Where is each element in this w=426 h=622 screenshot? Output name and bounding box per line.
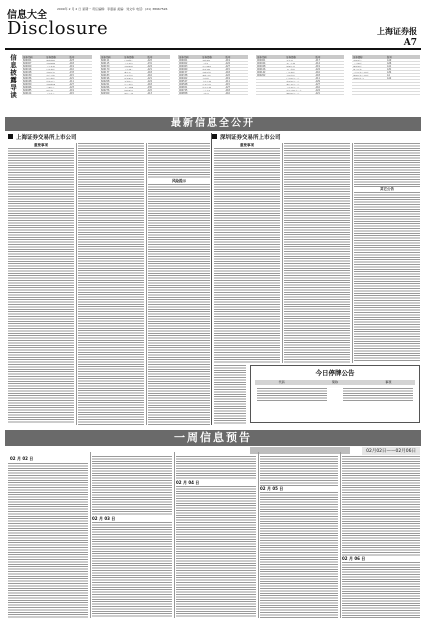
- table-cell: A18: [225, 71, 230, 73]
- table-cell: 002106: [257, 68, 266, 70]
- table-cell: [285, 92, 314, 94]
- table-cell: 000725: [179, 89, 188, 91]
- day-heading: 02 月 02 日: [10, 456, 34, 461]
- shenzhen-section-title: [212, 133, 281, 140]
- table-cell: A22: [225, 74, 230, 76]
- column-divider: [76, 143, 77, 425]
- index-table: [256, 55, 344, 107]
- table-cell: A19: [69, 89, 74, 91]
- table-cell: [352, 80, 386, 82]
- table-cell: [386, 80, 420, 82]
- table-cell: A24: [315, 68, 320, 70]
- table-cell: [201, 65, 224, 67]
- table-cell: 000063: [179, 65, 188, 67]
- article-column: [78, 143, 144, 425]
- square-icon: [212, 134, 217, 139]
- table-cell: A21: [147, 68, 152, 70]
- square-icon: [8, 134, 13, 139]
- table-cell: A18: [147, 71, 152, 73]
- table-cell: [45, 62, 68, 64]
- sub-heading: 重要事项: [34, 143, 48, 147]
- table-cell: [123, 86, 146, 88]
- table-cell: [352, 65, 386, 67]
- column-divider: [174, 452, 175, 618]
- table-cell: [285, 80, 314, 82]
- table-cell: A16: [315, 86, 320, 88]
- table-cell: 000002: [179, 62, 188, 64]
- notice-col-code: 代码: [278, 380, 285, 384]
- table-cell: [352, 92, 386, 94]
- column-divider: [90, 452, 91, 618]
- table-cell: [45, 74, 68, 76]
- table-cell: A24: [147, 65, 152, 67]
- table-cell: A13: [147, 92, 152, 94]
- body-text: [8, 148, 74, 424]
- table-cell: [123, 62, 146, 64]
- table-cell: A26: [387, 62, 392, 64]
- table-cell: [45, 80, 68, 82]
- table-cell: [285, 83, 314, 85]
- table-cell: A19: [225, 59, 230, 61]
- table-cell: 600221: [101, 83, 110, 85]
- table-cell: A33: [69, 71, 74, 73]
- table-cell: [45, 65, 68, 67]
- preview-banner: 一周信息预告: [5, 430, 421, 446]
- table-cell: 002202: [257, 74, 266, 76]
- table-cell: A21: [315, 92, 320, 94]
- table-cell: [352, 71, 386, 73]
- column-divider: [258, 452, 259, 618]
- table-cell: 600266: [101, 86, 110, 88]
- table-cell: A17: [315, 59, 320, 61]
- table-cell: A11: [387, 65, 392, 67]
- table-cell: A15: [69, 92, 74, 94]
- table-cell: A23: [69, 59, 74, 61]
- table-cell: 002001: [257, 59, 266, 61]
- table-cell: 000069: [179, 68, 188, 70]
- day-heading: 02 月 06 日: [342, 556, 366, 561]
- preview-column: [8, 463, 88, 618]
- notice-col-name: 简称: [331, 380, 338, 384]
- side-label: 信息披露导读: [9, 54, 17, 99]
- body-text: [342, 562, 420, 618]
- preview-column: [176, 456, 256, 618]
- table-cell: [201, 74, 224, 76]
- day-heading: 02 月 03 日: [92, 516, 116, 521]
- table-cell: 600028: [23, 71, 32, 73]
- table-cell: [201, 62, 224, 64]
- table-cell: [285, 77, 314, 79]
- table-cell: A21: [69, 77, 74, 79]
- table-cell: [352, 74, 386, 76]
- column-header: 版号: [69, 56, 75, 59]
- table-cell: 600050: [23, 83, 32, 85]
- table-cell: 000157: [179, 71, 188, 73]
- table-cell: [123, 80, 146, 82]
- table-cell: A29: [315, 80, 320, 82]
- table-cell: 002142: [257, 71, 266, 73]
- column-divider: [146, 143, 147, 425]
- table-cell: A15: [225, 68, 230, 70]
- body-text: [354, 143, 420, 187]
- table-cell: A1: [387, 74, 390, 76]
- table-cell: A10: [69, 68, 74, 70]
- masthead-rule: [5, 48, 421, 50]
- table-cell: [386, 92, 420, 94]
- table-cell: [352, 89, 386, 91]
- table-cell: A15: [69, 74, 74, 76]
- table-cell: [352, 77, 386, 79]
- table-cell: [45, 68, 68, 70]
- body-text: [8, 463, 88, 618]
- column-header: 证券代码: [257, 56, 267, 59]
- table-cell: 600170: [101, 68, 110, 70]
- table-cell: A18: [147, 83, 152, 85]
- table-cell: A19: [387, 59, 392, 61]
- table-cell: [256, 86, 285, 88]
- table-cell: 600196: [101, 77, 110, 79]
- table-cell: A14: [315, 62, 320, 64]
- table-cell: 600009: [23, 65, 32, 67]
- table-cell: [123, 71, 146, 73]
- index-table: [352, 55, 420, 107]
- table-cell: [256, 80, 285, 82]
- table-cell: A16: [147, 74, 152, 76]
- table-cell: 002028: [257, 65, 266, 67]
- column-header: 证券代码: [101, 56, 111, 59]
- table-cell: 000568: [179, 83, 188, 85]
- section-title: Disclosure: [7, 18, 109, 39]
- table-cell: [123, 92, 146, 94]
- article-column: [284, 143, 350, 363]
- paper-name: 上海证券报: [377, 26, 417, 36]
- table-cell: A23: [69, 86, 74, 88]
- article-column: [8, 143, 74, 425]
- table-cell: A27: [225, 65, 230, 67]
- table-cell: 600208: [101, 80, 110, 82]
- column-header: 证券简称: [353, 56, 363, 59]
- table-cell: [352, 83, 386, 85]
- table-cell: [386, 86, 420, 88]
- body-text: [214, 365, 246, 425]
- table-cell: A34: [387, 71, 392, 73]
- brand-label: 信息大全: [7, 10, 47, 21]
- table-cell: 600111: [101, 59, 110, 61]
- article-column: [214, 365, 246, 425]
- table-cell: [201, 59, 224, 61]
- table-cell: [201, 80, 224, 82]
- column-header: 证券简称: [46, 56, 56, 59]
- table-cell: A18: [69, 62, 74, 64]
- table-cell: 000402: [179, 77, 188, 79]
- table-cell: A24: [147, 80, 152, 82]
- table-cell: [352, 68, 386, 70]
- suspension-notice-box: [250, 365, 420, 423]
- table-cell: A18: [315, 74, 320, 76]
- column-header: 版号: [387, 56, 392, 59]
- table-cell: 000651: [179, 86, 188, 88]
- index-tables: [22, 55, 420, 107]
- table-cell: 600007: [23, 62, 32, 64]
- table-cell: A11: [69, 80, 74, 82]
- table-cell: [201, 83, 224, 85]
- table-cell: 600066: [23, 86, 32, 88]
- table-cell: [386, 89, 420, 91]
- table-cell: A15: [225, 83, 230, 85]
- table-cell: 000001: [179, 59, 188, 61]
- table-cell: 600036: [23, 77, 32, 79]
- body-text: [284, 143, 350, 363]
- table-cell: [45, 59, 68, 61]
- body-text: [176, 486, 256, 618]
- body-text: [92, 522, 172, 618]
- table-cell: [123, 74, 146, 76]
- table-cell: A19: [315, 65, 320, 67]
- table-cell: 002024: [257, 62, 266, 64]
- column-header: 证券简称: [124, 56, 134, 59]
- table-cell: A19: [225, 77, 230, 79]
- notice-box-title: 今日停牌公告: [315, 369, 355, 377]
- table-cell: [285, 62, 314, 64]
- notice-box-header: [255, 380, 415, 385]
- article-column: [148, 143, 210, 425]
- table-cell: [352, 59, 386, 61]
- column-divider: [282, 143, 283, 363]
- table-cell: [386, 83, 420, 85]
- table-cell: [45, 92, 68, 94]
- table-cell: A22: [147, 89, 152, 91]
- shenzhen-title-text: 深圳证券交易所上市公司: [220, 134, 281, 141]
- table-cell: [45, 71, 68, 73]
- table-cell: [285, 71, 314, 73]
- table-row: [178, 92, 248, 95]
- body-text: [148, 143, 210, 179]
- table-cell: A31: [147, 62, 152, 64]
- table-cell: [285, 89, 314, 91]
- article-column: [214, 143, 280, 363]
- table-cell: [256, 89, 285, 91]
- notice-text: [257, 388, 327, 402]
- sub-heading: 其它公告: [380, 187, 394, 191]
- preview-column: [92, 456, 172, 618]
- preview-bar: [250, 447, 350, 454]
- masthead: [5, 4, 421, 48]
- table-cell: 000527: [179, 80, 188, 82]
- table-cell: A19: [69, 65, 74, 67]
- table-cell: [352, 62, 386, 64]
- table-cell: 600309: [101, 92, 110, 94]
- table-cell: 600276: [101, 89, 110, 91]
- dateline: 2009年 2 月 2 日 星期一 责任编辑：李嘉丽 美编：刘文华 电话：(21) 38967526: [57, 7, 168, 11]
- table-row: [256, 92, 344, 95]
- table-cell: A27: [225, 86, 230, 88]
- index-table: [178, 55, 248, 107]
- sub-heading: 风险提示: [172, 179, 186, 183]
- body-text: [148, 184, 210, 425]
- body-text: [92, 456, 172, 516]
- section-divider: [211, 133, 212, 425]
- table-cell: [45, 77, 68, 79]
- article-column: [354, 143, 420, 363]
- table-cell: A27: [69, 83, 74, 85]
- table-cell: [285, 59, 314, 61]
- body-text: [176, 456, 256, 480]
- table-row: [22, 92, 92, 95]
- table-cell: 600085: [23, 89, 32, 91]
- table-cell: [123, 83, 146, 85]
- table-cell: [123, 59, 146, 61]
- table-cell: A18: [225, 89, 230, 91]
- table-cell: [285, 65, 314, 67]
- column-header: 证券简称: [286, 56, 296, 59]
- page-number: A7: [403, 38, 417, 48]
- table-cell: 600001: [23, 59, 32, 61]
- table-cell: [201, 89, 224, 91]
- table-cell: A22: [147, 59, 152, 61]
- table-cell: 600115: [101, 62, 110, 64]
- column-header: 证券简称: [202, 56, 212, 59]
- table-cell: [201, 71, 224, 73]
- table-cell: A24: [315, 89, 320, 91]
- table-cell: 000338: [179, 74, 188, 76]
- column-header: 版号: [147, 56, 153, 59]
- body-text: [260, 456, 338, 486]
- table-cell: [201, 86, 224, 88]
- table-cell: [201, 68, 224, 70]
- table-cell: 600030: [23, 74, 32, 76]
- table-cell: A11: [225, 80, 230, 82]
- table-cell: [285, 68, 314, 70]
- table-cell: [123, 77, 146, 79]
- table-cell: [285, 86, 314, 88]
- notice-text: [343, 388, 413, 402]
- sub-heading: 重要事项: [240, 143, 254, 147]
- table-cell: [256, 77, 285, 79]
- table-cell: A27: [315, 83, 320, 85]
- table-cell: [256, 83, 285, 85]
- preview-column: [260, 456, 338, 618]
- section-banner: 最新信息全公开: [5, 117, 421, 131]
- column-divider: [352, 143, 353, 363]
- column-header: 版号: [225, 56, 231, 59]
- table-cell: [123, 68, 146, 70]
- table-cell: A30: [147, 86, 152, 88]
- index-table: [100, 55, 170, 107]
- body-text: [78, 143, 144, 425]
- table-cell: 600183: [101, 74, 110, 76]
- table-cell: A16: [315, 71, 320, 73]
- week-range: 02月02日——02月06日: [362, 447, 420, 455]
- shanghai-title-text: 上海证券交易所上市公司: [16, 134, 77, 141]
- table-cell: [45, 89, 68, 91]
- table-row: [100, 92, 170, 95]
- day-heading: 02 月 05 日: [260, 486, 284, 491]
- body-text: [342, 456, 420, 556]
- table-cell: [123, 89, 146, 91]
- table-row: [352, 92, 420, 95]
- shanghai-section-title: [8, 133, 77, 140]
- table-cell: A21: [147, 77, 152, 79]
- table-cell: [123, 65, 146, 67]
- table-cell: A24: [225, 62, 230, 64]
- index-table: [22, 55, 92, 107]
- table-cell: [45, 86, 68, 88]
- table-cell: [352, 86, 386, 88]
- table-cell: 600048: [23, 80, 32, 82]
- table-cell: A16: [225, 92, 230, 94]
- table-cell: 600016: [23, 68, 32, 70]
- table-cell: [285, 74, 314, 76]
- table-cell: [201, 92, 224, 94]
- table-cell: A12: [387, 77, 392, 79]
- body-text: [260, 492, 338, 618]
- table-cell: 600150: [101, 65, 110, 67]
- column-divider: [340, 452, 341, 618]
- notice-col-item: 事项: [385, 380, 392, 384]
- table-cell: 000858: [179, 92, 188, 94]
- table-cell: A11: [315, 77, 320, 79]
- body-text: [214, 148, 280, 363]
- table-cell: 600104: [23, 92, 32, 94]
- column-header: 证券代码: [179, 56, 189, 59]
- table-cell: A31: [387, 68, 392, 70]
- body-text: [354, 192, 420, 362]
- table-cell: [201, 77, 224, 79]
- column-header: 证券代码: [23, 56, 33, 59]
- column-header: 版号: [315, 56, 321, 59]
- preview-column: [342, 456, 420, 618]
- table-cell: [45, 83, 68, 85]
- day-heading: 02 月 04 日: [176, 480, 200, 485]
- table-cell: 600177: [101, 71, 110, 73]
- table-cell: [256, 92, 285, 94]
